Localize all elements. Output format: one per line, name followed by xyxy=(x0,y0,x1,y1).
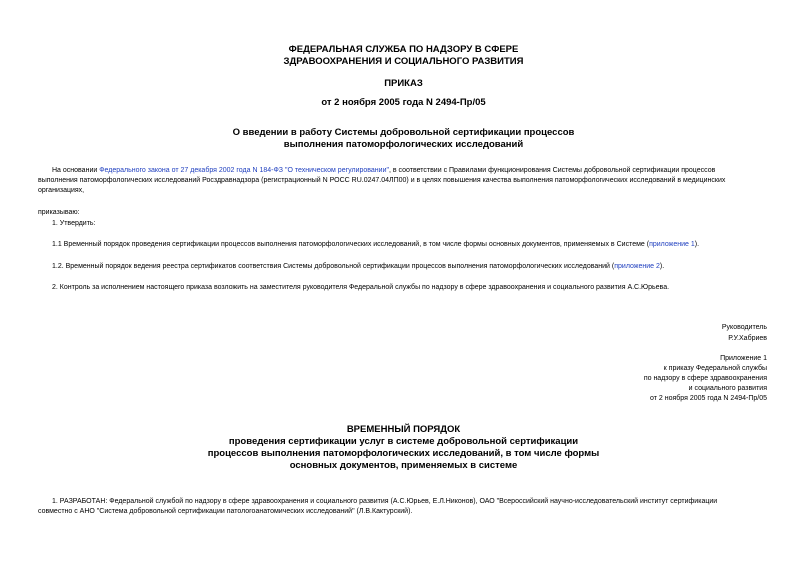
appendix-subtitle-line2: процессов выполнения патоморфологических исследований, в том числе формы xyxy=(207,448,600,459)
org-name-line2: ЗДРАВООХРАНЕНИЯ И СОЦИАЛЬНОГО РАЗВИТИЯ xyxy=(283,56,524,67)
intro-line3: организациях, xyxy=(38,187,85,194)
intro-prefix: На основании xyxy=(52,167,98,174)
doc-title-line1: О введении в работу Системы добровольной сертификации процессов xyxy=(232,127,575,138)
doc-type: ПРИКАЗ xyxy=(384,78,423,89)
appendix-ref-line1: Приложение 1 xyxy=(720,355,767,362)
appendix-2-link[interactable]: приложение 2 xyxy=(614,263,660,270)
signature-position: Руководитель xyxy=(721,324,767,331)
item-1-2-text: 1.2. Временный порядок ведения реестра сертификатов соответствия Системы добровольной сертификации процессов выполнения патоморфологических исследований ( xyxy=(52,263,615,270)
intro-line1 xyxy=(52,166,772,176)
doc-title-line2: выполнения патоморфологических исследований xyxy=(283,139,524,150)
order-word: приказываю: xyxy=(38,209,80,216)
appendix-p1-line1: 1. РАЗРАБОТАН: Федеральной службой по надзору в сфере здравоохранения и социального развития (А.С.Юрьев, Е.Л.Никонов), ОАО "Всероссийский научно-исследовательский институт сертификации xyxy=(52,498,718,505)
item-1-2-end: ). xyxy=(659,263,665,270)
item-1-1 xyxy=(52,240,699,250)
item-1-2 xyxy=(52,262,664,272)
appendix-subtitle-line3: основных документов, применяемых в системе xyxy=(289,460,518,471)
appendix-ref-line5: от 2 ноября 2005 года N 2494-Пр/05 xyxy=(650,395,767,402)
appendix-1-link[interactable]: приложение 1 xyxy=(649,241,695,248)
appendix-title: ВРЕМЕННЫЙ ПОРЯДОК xyxy=(346,424,461,435)
org-name-line1: ФЕДЕРАЛЬНАЯ СЛУЖБА ПО НАДЗОРУ В СФЕРЕ xyxy=(288,44,519,55)
intro-line2: выполнения патоморфологических исследований Росздравнадзора (регистрационный N РОСС RU.0247.04ЛП00) и в целях повышения качества выполнения патоморфологических исследований в медицинских xyxy=(38,177,726,184)
appendix-ref-line4: и социального развития xyxy=(688,385,767,392)
federal-law-link[interactable]: Федерального закона от 27 декабря 2002 года N 184-ФЗ "О техническом регулировании" xyxy=(99,167,389,174)
intro-rest: , в соответствии с Правилами функционирования Системы добровольной сертификации процессов xyxy=(388,167,716,174)
item-1-1-end: ). xyxy=(694,241,700,248)
item-1-1-text: 1.1 Временный порядок проведения сертификации процессов выполнения патоморфологических исследований, в том числе формы основных документов, применяемых в Системе ( xyxy=(52,241,650,248)
item-2: 2. Контроль за исполнением настоящего приказа возложить на заместителя руководителя Федеральной службы по надзору в сфере здравоохранения и социального развития А.С.Юрьева. xyxy=(52,284,670,291)
signature-name: Р.У.Хабриев xyxy=(728,335,767,342)
appendix-p1-line2: совместно с АНО "Система добровольной сертификации патологоанатомических исследований" (Л.В.Кактурский). xyxy=(38,508,413,515)
appendix-ref-line3: по надзору в сфере здравоохранения xyxy=(643,375,767,382)
doc-date: от 2 ноября 2005 года N 2494-Пр/05 xyxy=(321,97,486,108)
appendix-subtitle-line1: проведения сертификации услуг в системе добровольной сертификации xyxy=(228,436,579,447)
appendix-ref-line2: к приказу Федеральной службы xyxy=(663,365,767,372)
item-1: 1. Утвердить: xyxy=(52,220,96,227)
